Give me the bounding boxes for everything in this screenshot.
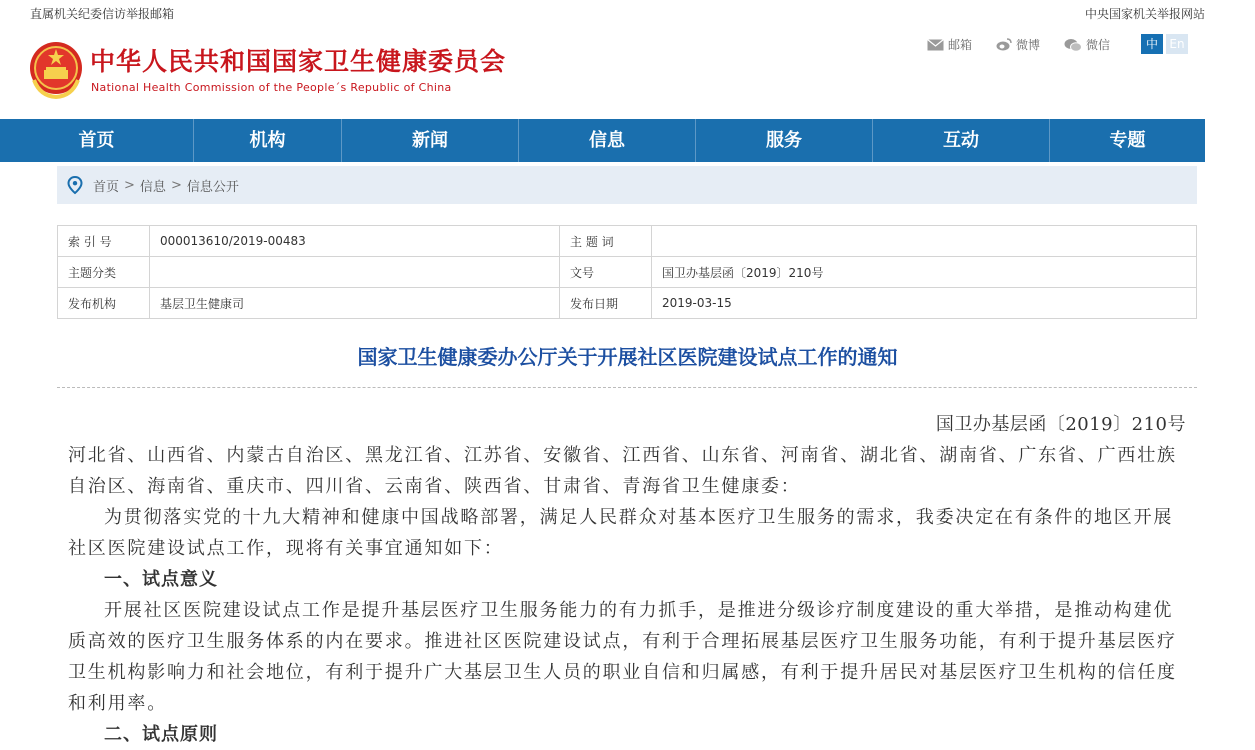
- breadcrumb-separator: >: [124, 177, 135, 193]
- article-addressee: 河北省、山西省、内蒙古自治区、黑龙江省、江苏省、安徽省、江西省、山东省、河南省、湖北省、湖南省、广东省、广西壮族自治区、海南省、重庆市、四川省、云南省、陕西省、甘肃省、青海省卫生健康委：: [68, 445, 1177, 497]
- breadcrumb-disclosure[interactable]: 信息公开: [186, 179, 239, 195]
- article-doc-number: 国卫办基层函〔2019〕210号: [935, 414, 1186, 435]
- wechat-icon: [1064, 38, 1082, 52]
- article-paragraph: 为贯彻落实党的十九大精神和健康中国战略部署，满足人民群众对基本医疗卫生服务的需求，我委决定在有条件的地区开展社区医院建设试点工作，现将有关事宜通知如下：: [68, 507, 1174, 559]
- issuer-label: 发布机构: [58, 288, 150, 319]
- category-value: [150, 257, 560, 288]
- share-mail-label: 邮箱: [948, 38, 973, 52]
- main-nav: [0, 119, 1205, 162]
- docno-label: 文号: [560, 257, 652, 288]
- mail-icon: [927, 39, 944, 51]
- share-weibo-label: 微博: [1016, 38, 1041, 52]
- category-label: 主题分类: [58, 257, 150, 288]
- site-title[interactable]: 中华人民共和国国家卫生健康委员会: [90, 47, 507, 76]
- report-website-link[interactable]: 中央国家机关举报网站: [1084, 7, 1205, 21]
- nav-item-news[interactable]: 新闻: [342, 119, 519, 162]
- national-emblem-icon[interactable]: [28, 40, 84, 100]
- nav-item-interaction[interactable]: 互动: [873, 119, 1050, 162]
- share-wechat-label: 微信: [1086, 38, 1111, 52]
- index-label: 索 引 号: [58, 226, 150, 257]
- share-weibo[interactable]: [996, 36, 1040, 53]
- article-title: 国家卫生健康委办公厅关于开展社区医院建设试点工作的通知: [357, 345, 898, 369]
- nav-item-home[interactable]: 首页: [0, 119, 194, 162]
- date-label: 发布日期: [560, 288, 652, 319]
- nav-item-info[interactable]: 信息: [519, 119, 696, 162]
- top-bar: [0, 0, 1205, 26]
- site-subtitle-en: National Health Commission of the People´s Republic of China: [91, 81, 452, 94]
- lang-en-button[interactable]: En: [1166, 34, 1188, 54]
- share-wechat[interactable]: [1064, 36, 1110, 53]
- breadcrumb-info[interactable]: 信息: [139, 179, 166, 195]
- location-pin-icon: [67, 176, 83, 194]
- article-body: [68, 409, 1186, 750]
- topic-value: [652, 226, 1197, 257]
- table-row: [58, 288, 1197, 319]
- date-value: 2019-03-15: [652, 288, 1197, 319]
- nav-item-topics[interactable]: 专题: [1109, 130, 1146, 151]
- table-row: [58, 226, 1197, 257]
- section-heading: 二、试点原则: [104, 724, 218, 745]
- section-heading: 一、试点意义: [104, 569, 218, 590]
- table-row: [58, 257, 1197, 288]
- share-mail[interactable]: [927, 36, 972, 53]
- issuer-value: 基层卫生健康司: [150, 288, 560, 319]
- document-metadata-table: [57, 225, 1197, 319]
- nav-item-services[interactable]: 服务: [696, 119, 873, 162]
- title-divider: [57, 387, 1197, 388]
- topic-label: 主 题 词: [560, 226, 652, 257]
- nav-item-institutions[interactable]: 机构: [194, 119, 342, 162]
- site-header: [0, 26, 1205, 119]
- discipline-mailbox-link[interactable]: 直属机关纪委信访举报邮箱: [30, 7, 175, 21]
- breadcrumb: [57, 166, 1197, 204]
- weibo-icon: [996, 38, 1012, 51]
- breadcrumb-home[interactable]: 首页: [93, 179, 120, 195]
- lang-zh-button[interactable]: 中: [1141, 34, 1163, 54]
- docno-value: 国卫办基层函〔2019〕210号: [652, 257, 1197, 288]
- article-paragraph: 开展社区医院建设试点工作是提升基层医疗卫生服务能力的有力抓手，是推进分级诊疗制度建设的重大举措，是推动构建优质高效的医疗卫生服务体系的内在要求。推进社区医院建设试点，有利于合理拓展基层医疗卫生服务功能，有利于提升基层医疗卫生机构影响力和社会地位，有利于提升广大基层卫生人员的职业自信和归属感，有利于提升居民对基层医疗卫生机构的信任度和利用率。: [68, 600, 1177, 714]
- index-value: 000013610/2019-00483: [150, 226, 560, 257]
- breadcrumb-separator: >: [170, 177, 182, 193]
